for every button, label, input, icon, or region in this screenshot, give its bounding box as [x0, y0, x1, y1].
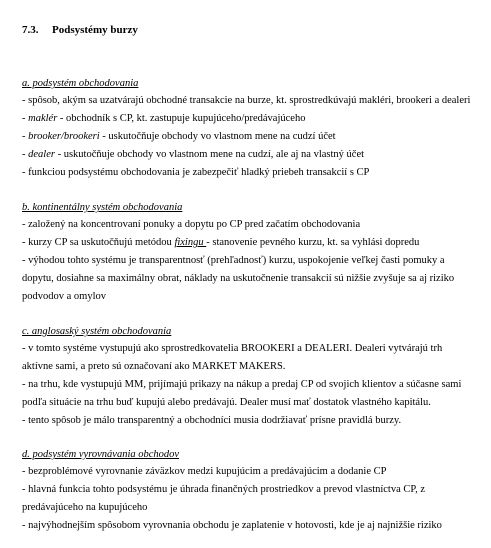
section-trading-subsystem: [22, 76, 484, 182]
paragraph-line: predávajúceho na kupujúceho: [22, 502, 148, 513]
definition-line: - dealer - uskutočňuje obchody vo vlastnom mene na cudzí, ale aj na vlastný účet: [22, 149, 365, 160]
term-dealer: dealer: [28, 149, 55, 160]
paragraph-line: - na trhu, kde vystupujú MM, prijímajú prikazy na nákup a predaj CP od svojich klientov a súčasne sami: [22, 379, 462, 390]
definition-line: - brooker/brookeri - uskutočňuje obchody vo vlastnom mene na cudzí účet: [22, 131, 336, 142]
term-brooker: brooker/brookeri: [28, 131, 100, 142]
definition-line: - maklér - obchodník s CP, kt. zastupuje kupujúceho/predávajúceho: [22, 113, 306, 124]
section-settlement-subsystem: [22, 447, 484, 535]
heading-number: 7.3.: [22, 24, 39, 36]
paragraph-line: - bezproblémové vyrovnanie záväzkov medzi kupujúcim a predávajúcim a dodanie CP: [22, 466, 387, 477]
paragraph-line: dopytu, dosiahne sa maximálny obrat, náklady na uskutočnenie transakcií sú nižšie zvyšuje sa aj riziko: [22, 273, 455, 284]
section-title: d. podsystém vyrovnávania obchodov: [22, 449, 180, 460]
section-title: c. anglosaský systém obchodovania: [22, 326, 172, 337]
heading-title: Podsystémy burzy: [52, 24, 138, 36]
section-title: a. podsystém obchodovania: [22, 78, 139, 89]
paragraph-line: - funkciou podsystému obchodovania je zabezpečiť hladký priebeh transakcií s CP: [22, 167, 370, 178]
term-fixing: fixingu: [174, 237, 207, 248]
paragraph-line: podľa situácie na trhu buď kupujú alebo predávajú. Dealer musí mať dostatok vlastného kapitálu.: [22, 397, 431, 408]
section-anglosaxon-system: [22, 324, 484, 430]
paragraph-line: - tento spôsob je málo transparentný a obchodníci musia dodržiavať prísne pravidlá burzy.: [22, 415, 402, 426]
paragraph-line: - spôsob, akým sa uzatvárajú obchodné transakcie na burze, kt. sprostredkúvajú makléri, brookeri a dealeri: [22, 95, 471, 106]
paragraph-line: - hlavná funkcia tohto podsystému je úhrada finančných prostriedkov a prevod vlastníctva CP, z: [22, 484, 425, 495]
section-heading: [22, 24, 138, 36]
section-title: b. kontinentálny systém obchodovania: [22, 202, 183, 213]
paragraph-line: - v tomto systéme vystupujú ako sprostredkovatelia BROOKERI a DEALERI. Dealeri vytvárajú trh: [22, 343, 443, 354]
paragraph-line: aktívne sami, a preto sú označovaní ako MARKET MAKERS.: [22, 361, 286, 372]
term-makler: maklér: [28, 113, 58, 124]
paragraph-line: podvodov a omylov: [22, 291, 106, 302]
paragraph-line: - založený na koncentrovaní ponuky a dopytu po CP pred začatím obchodovania: [22, 219, 361, 230]
paragraph-line: - výhodou tohto systému je transparentnosť (prehľadnosť) kurzu, uspokojenie veľkej časti pomuky a: [22, 255, 445, 266]
paragraph-line: - najvýhodnejším spôsobom vyrovnania obchodu je zaplatenie v hotovosti, kde je aj najnižšie riziko: [22, 520, 442, 531]
paragraph-line: - kurzy CP sa uskutočňujú metódou fixingu - stanovenie pevného kurzu, kt. sa vyhlási dopredu: [22, 237, 420, 248]
section-continental-system: [22, 200, 484, 306]
